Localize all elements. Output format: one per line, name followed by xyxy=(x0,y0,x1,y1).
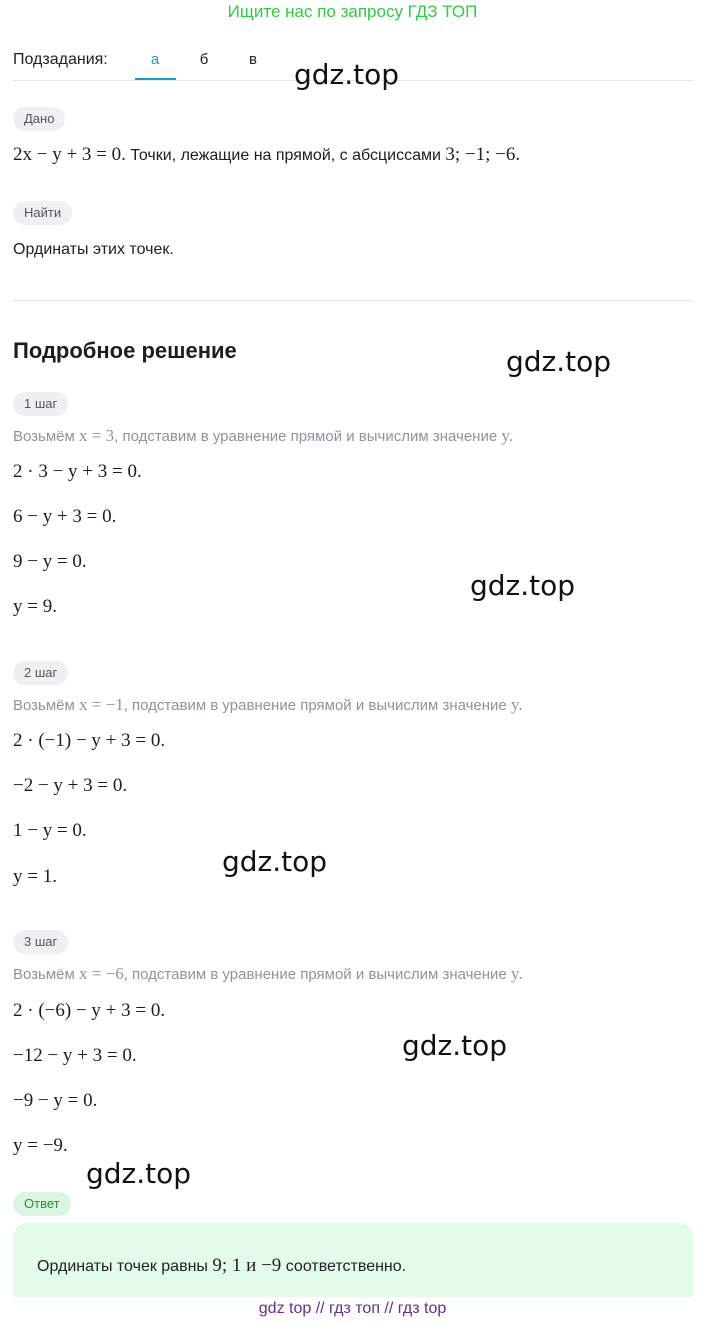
hint-text: Возьмём xyxy=(13,966,75,983)
step-1-line: 2 · 3 − y + 3 = 0. xyxy=(13,461,142,482)
step-2-line: 2 · (−1) − y + 3 = 0. xyxy=(13,730,166,751)
answer-chip: Ответ xyxy=(13,1192,71,1216)
tab-a[interactable]: а xyxy=(150,51,160,68)
step-1-chip: 1 шаг xyxy=(13,392,68,416)
find-text: Ординаты этих точек. xyxy=(13,241,174,258)
solution-title: Подробное решение xyxy=(13,338,237,363)
hint-math: x = −6 xyxy=(79,964,124,983)
hint-text: Возьмём xyxy=(13,697,75,714)
step-1-line: 9 − y = 0. xyxy=(13,551,87,572)
given-text: Точки, лежащие на прямой, с абсциссами xyxy=(130,147,441,164)
hint-var: y. xyxy=(510,695,523,714)
footer-links[interactable]: gdz top // гдз топ // гдз top xyxy=(258,1300,447,1317)
answer-values: 9; 1 и −9 xyxy=(212,1255,282,1276)
hint-text: , подставим в уравнение прямой и вычислим значение xyxy=(123,966,507,983)
step-2-line: −2 − y + 3 = 0. xyxy=(13,775,128,796)
answer-text xyxy=(37,1255,406,1277)
step-3-hint xyxy=(13,964,523,984)
step-3-line: −12 − y + 3 = 0. xyxy=(13,1045,137,1066)
watermark: gdz.top xyxy=(222,845,328,878)
step-3-line: y = −9. xyxy=(13,1135,68,1156)
hint-var: y. xyxy=(510,964,523,983)
step-3-line: 2 · (−6) − y + 3 = 0. xyxy=(13,1000,166,1021)
step-2-line: y = 1. xyxy=(13,866,57,887)
given-statement xyxy=(13,144,520,166)
hint-math: x = 3 xyxy=(79,426,115,445)
step-3-chip: 3 шаг xyxy=(13,930,68,954)
answer-post: соответственно. xyxy=(285,1258,407,1275)
step-2-line: 1 − y = 0. xyxy=(13,820,87,841)
step-1-line: 6 − y + 3 = 0. xyxy=(13,506,117,527)
hint-var: y. xyxy=(501,426,514,445)
hint-text: , подставим в уравнение прямой и вычислим значение xyxy=(114,428,498,445)
section-divider xyxy=(13,300,693,301)
given-chip: Дано xyxy=(13,107,65,131)
tab-v[interactable]: в xyxy=(249,51,257,68)
watermark: gdz.top xyxy=(294,58,400,91)
hint-text: Возьмём xyxy=(13,428,75,445)
step-1-line: y = 9. xyxy=(13,596,57,617)
watermark: gdz.top xyxy=(470,569,576,602)
hint-math: x = −1 xyxy=(79,695,124,714)
watermark: gdz.top xyxy=(86,1157,192,1190)
watermark: gdz.top xyxy=(402,1029,508,1062)
step-2-chip: 2 шаг xyxy=(13,661,68,685)
tab-b[interactable]: б xyxy=(199,51,209,68)
hint-text: , подставим в уравнение прямой и вычислим значение xyxy=(123,697,507,714)
given-formula: 2x − y + 3 = 0. xyxy=(13,144,126,165)
subtasks-label: Подзадания: xyxy=(13,51,108,68)
find-chip: Найти xyxy=(13,201,72,225)
search-banner: Ищите нас по запросу ГДЗ ТОП xyxy=(227,2,478,21)
step-2-hint xyxy=(13,695,523,715)
step-3-line: −9 − y = 0. xyxy=(13,1090,98,1111)
answer-pre: Ординаты точек равны xyxy=(37,1258,208,1275)
step-1-hint xyxy=(13,426,513,446)
given-values: 3; −1; −6. xyxy=(445,144,521,165)
watermark: gdz.top xyxy=(506,345,612,378)
